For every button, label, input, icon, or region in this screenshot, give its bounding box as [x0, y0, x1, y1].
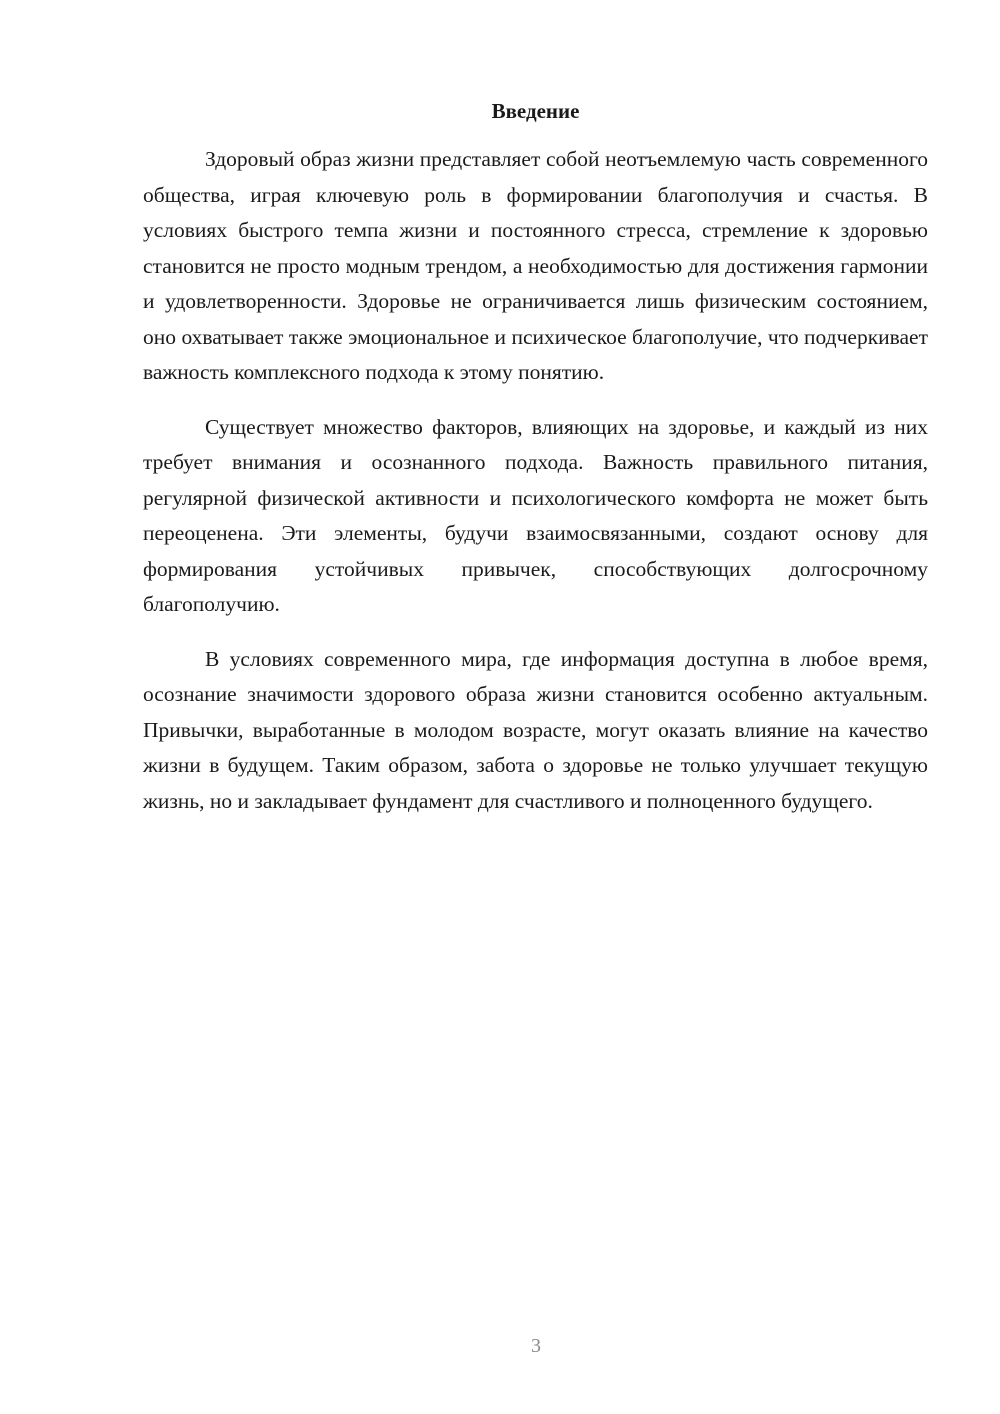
- body-text: [143, 142, 928, 838]
- page-number: 3: [531, 1335, 541, 1357]
- paragraph-2: Существует множество факторов, влияющих на здоровье, и каждый из них требует внимания и осознанного подхода. Важность правильного питания, регулярной физической активности и психологического комфорта не может быть переоценена. Эти элементы, будучи взаимосвязанными, создают основу для формирования устойчивых привычек, способствующих долгосрочному благополучию.: [143, 414, 928, 616]
- paragraph-3: В условиях современного мира, где информация доступна в любое время, осознание значимости здорового образа жизни становится особенно актуальным. Привычки, выработанные в молодом возрасте, могут оказать влияние на качество жизни в будущем. Таким образом, забота о здоровье не только улучшает текущую жизнь, но и закладывает фундамент для счастливого и полноценного будущего.: [143, 646, 928, 813]
- paragraph-1: Здоровый образ жизни представляет собой неотъемлемую часть современного общества, играя ключевую роль в формировании благополучия и счастья. В условиях быстрого темпа жизни и постоянного стресса, стремление к здоровью становится не просто модным трендом, а необходимостью для достижения гармонии и удовлетворенности. Здоровье не ограничивается лишь физическим состоянием, оно охватывает также эмоциональное и психическое благополучие, что подчеркивает важность комплексного подхода к этому понятию.: [143, 147, 928, 384]
- section-title: Введение: [491, 99, 580, 123]
